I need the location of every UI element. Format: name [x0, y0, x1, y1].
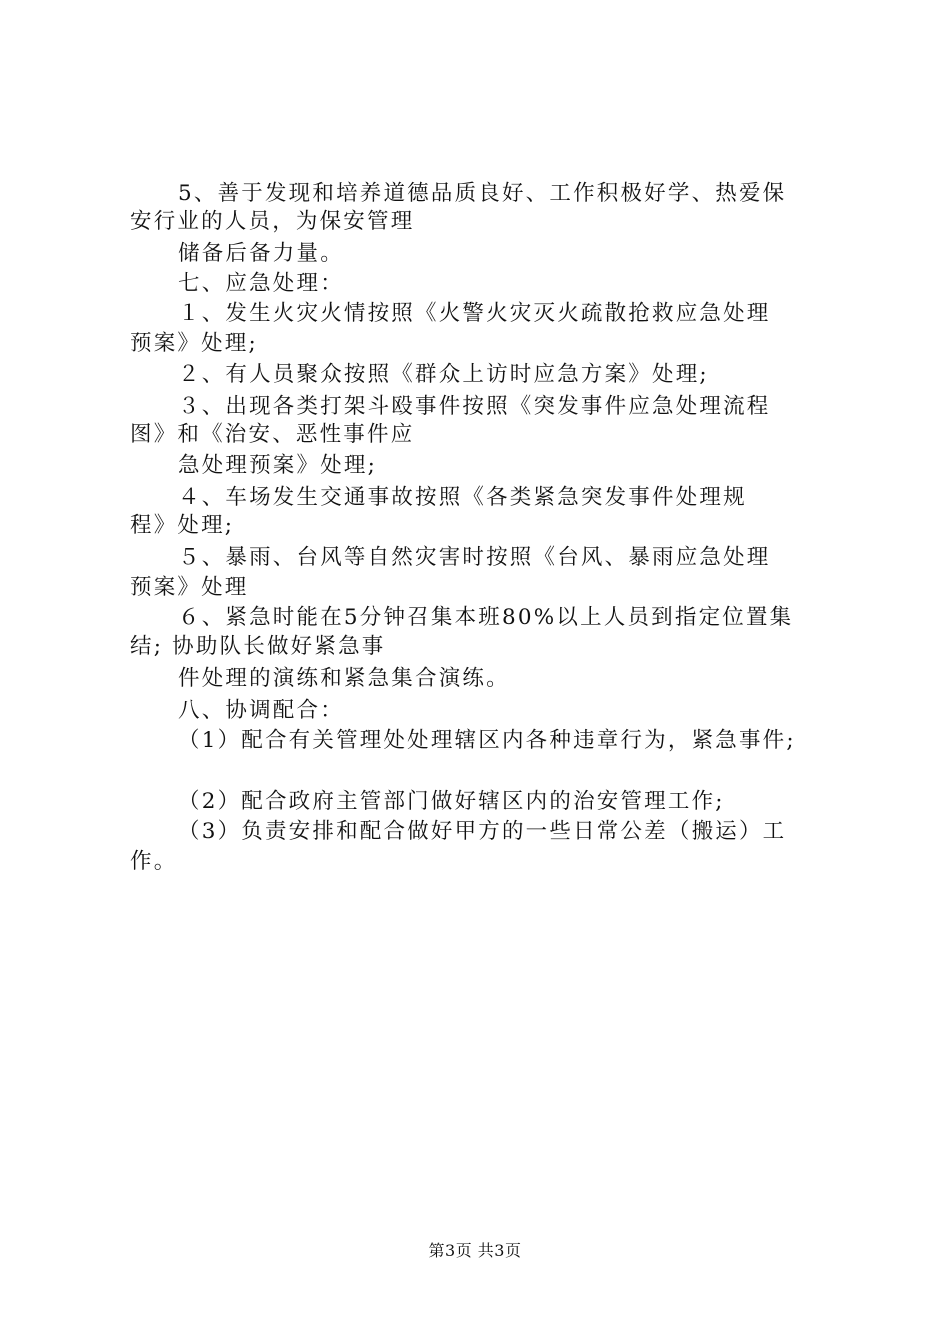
text-line: 图》和《治安、恶性事件应 [130, 422, 415, 447]
text-line: （2）配合政府主管部门做好辖区内的治安管理工作; [178, 789, 725, 814]
page-number: 第3页 共3页 [428, 1241, 522, 1260]
text-line: ４、车场发生交通事故按照《各类紧急突发事件处理规 [178, 485, 747, 510]
text-line: （1）配合有关管理处处理辖区内各种违章行为，紧急事件; [178, 728, 796, 753]
text-line: 结; 协助队长做好紧急事 [130, 634, 386, 659]
text-line: ２、有人员聚众按照《群众上访时应急方案》处理; [178, 362, 709, 387]
section-heading: 八、协调配合： [178, 698, 344, 723]
text-line: 储备后备力量。 [178, 241, 344, 266]
text-line: １、发生火灾火情按照《火警火灾灭火疏散抢救应急处理 [178, 301, 771, 326]
section-heading: 七、应急处理： [178, 271, 344, 296]
text-line: 程》处理; [130, 513, 235, 538]
text-line: 安行业的人员，为保安管理 [130, 209, 415, 234]
text-line: ６、紧急时能在5分钟召集本班80%以上人员到指定位置集 [178, 605, 794, 630]
text-line: 预案》处理 [130, 575, 249, 600]
text-line: 预案》处理; [130, 331, 258, 356]
text-line: 急处理预案》处理; [178, 453, 378, 478]
text-line: （3）负责安排和配合做好甲方的一些日常公差（搬运）工 [178, 819, 787, 844]
text-line: ５、暴雨、台风等自然灾害时按照《台风、暴雨应急处理 [178, 545, 771, 570]
text-line: 5、善于发现和培养道德品质良好、工作积极好学、热爱保 [178, 181, 787, 206]
text-line: 件处理的演练和紧急集合演练。 [178, 666, 510, 691]
text-line: 作。 [130, 849, 178, 874]
text-line: ３、出现各类打架斗殴事件按照《突发事件应急处理流程 [178, 394, 771, 419]
